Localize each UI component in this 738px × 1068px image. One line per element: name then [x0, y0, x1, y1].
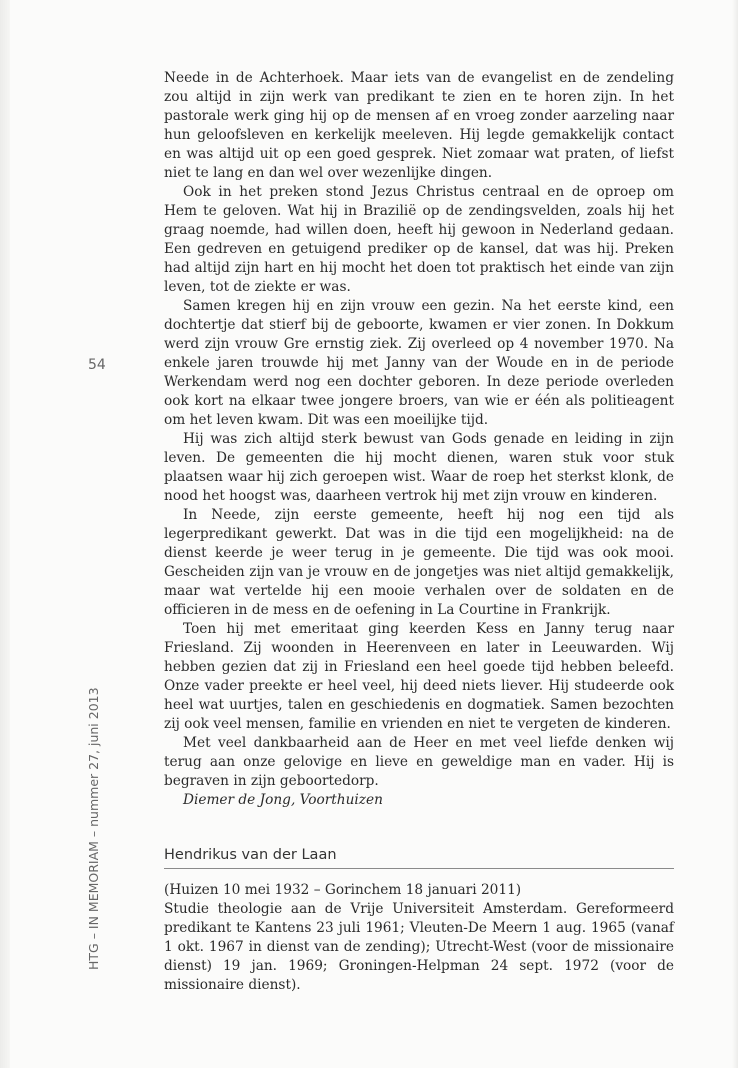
page-number: 54 — [88, 357, 106, 373]
author-signature: Diemer de Jong, Voorthuizen — [183, 792, 383, 808]
section-title: Hendrikus van der Laan — [164, 847, 337, 863]
section-divider — [164, 868, 674, 869]
paragraph: Met veel dankbaarheid aan de Heer en met veel liefde denken wij terug aan onze gelovige en lieve en geweldige man en vader. Hij is begraven in zijn geboortedorp. — [164, 735, 674, 789]
paragraph: Samen kregen hij en zijn vrouw een gezin. Na het eerste kind, een dochtertje dat stierf bij de geboorte, kwamen er vier zonen. In Dokkum werd zijn vrouw Gre ernstig ziek. Zij overleed op 4 november 1970. Na enkele jaren trouwde hij met Janny van der Woude en in de periode Werkendam werd nog een dochter geboren. In deze periode overleden ook kort na elkaar twee jongere broers, van wie er één als politieagent om het leven kwam. Dit was een moeilijke tijd. — [164, 298, 674, 428]
life-dates: (Huizen 10 mei 1932 – Gorinchem 18 januari 2011) — [164, 882, 522, 898]
paragraph: Hij was zich altijd sterk bewust van Gods genade en leiding in zijn leven. De gemeenten die hij mocht dienen, waren stuk voor stuk plaatsen waar hij zich geroepen wist. Waar de roep het sterkst klonk, de nood het hoogst was, daarheen vertrok hij met zijn vrouw en kinderen. — [164, 431, 674, 504]
paragraph: Neede in de Achterhoek. Maar iets van de evangelist en de zendeling zou altijd in zijn werk van predikant te zien en te horen zijn. In het pastorale werk ging hij op de mensen af en vroeg zonder aarzeling naar hun geloofsleven en kerkelijk meeleven. Hij legde gemakkelijk contact en was altijd uit op een goed gesprek. Niet zomaar wat praten, of liefst niet te lang en dan wel over wezenlijke dingen. — [164, 70, 674, 181]
memorial-body — [164, 69, 674, 810]
page-edge-right — [732, 0, 738, 1068]
section-bio — [164, 881, 674, 995]
page-edge-left — [0, 0, 10, 1068]
running-head-text: HTG – IN MEMORIAM – nummer 27, juni 2013 — [86, 687, 101, 970]
career-summary: Studie theologie aan de Vrije Universiteit Amsterdam. Gereformeerd predikant te Kantens 23 juli 1961; Vleuten-De Meern 1 aug. 1965 (vanaf 1 okt. 1967 in dienst van de zending); Utrecht-West (voor de missionaire dienst) 19 jan. 1969; Groningen-Helpman 24 sept. 1972 (voor de missionaire dienst). — [164, 901, 674, 993]
paragraph: Ook in het preken stond Jezus Christus centraal en de oproep om Hem te geloven. Wat hij in Brazilië op de zendingsvelden, zoals hij het graag noemde, had willen doen, heeft hij gewoon in Nederland gedaan. Een gedreven en getuigend prediker op de kansel, dat was hij. Preken had altijd zijn hart en hij mocht het doen tot praktisch het einde van zijn leven, tot de ziekte er was. — [164, 184, 674, 295]
paragraph: Toen hij met emeritaat ging keerden Kess en Janny terug naar Friesland. Zij woonden in Heerenveen en later in Leeuwarden. Wij hebben gezien dat zij in Friesland een heel goede tijd hebben beleefd. Onze vader preekte er heel veel, hij deed niets liever. Hij studeerde ook heel wat uurtjes, talen en geschiedenis en dogmatiek. Samen bezochten zij ook veel mensen, familie en vrienden en niet te vergeten de kinderen. — [164, 621, 674, 732]
paragraph: In Neede, zijn eerste gemeente, heeft hij nog een tijd als legerpredikant gewerkt. Dat was in die tijd een mogelijkheid: na de dienst keerde je weer terug in je gemeente. Die tijd was ook mooi. Gescheiden zijn van je vrouw en de jongetjes was niet altijd gemakkelijk, maar wat vertelde hij een mooie verhalen over de soldaten en de officieren in de mess en de oefening in La Courtine in Frankrijk. — [164, 507, 674, 618]
